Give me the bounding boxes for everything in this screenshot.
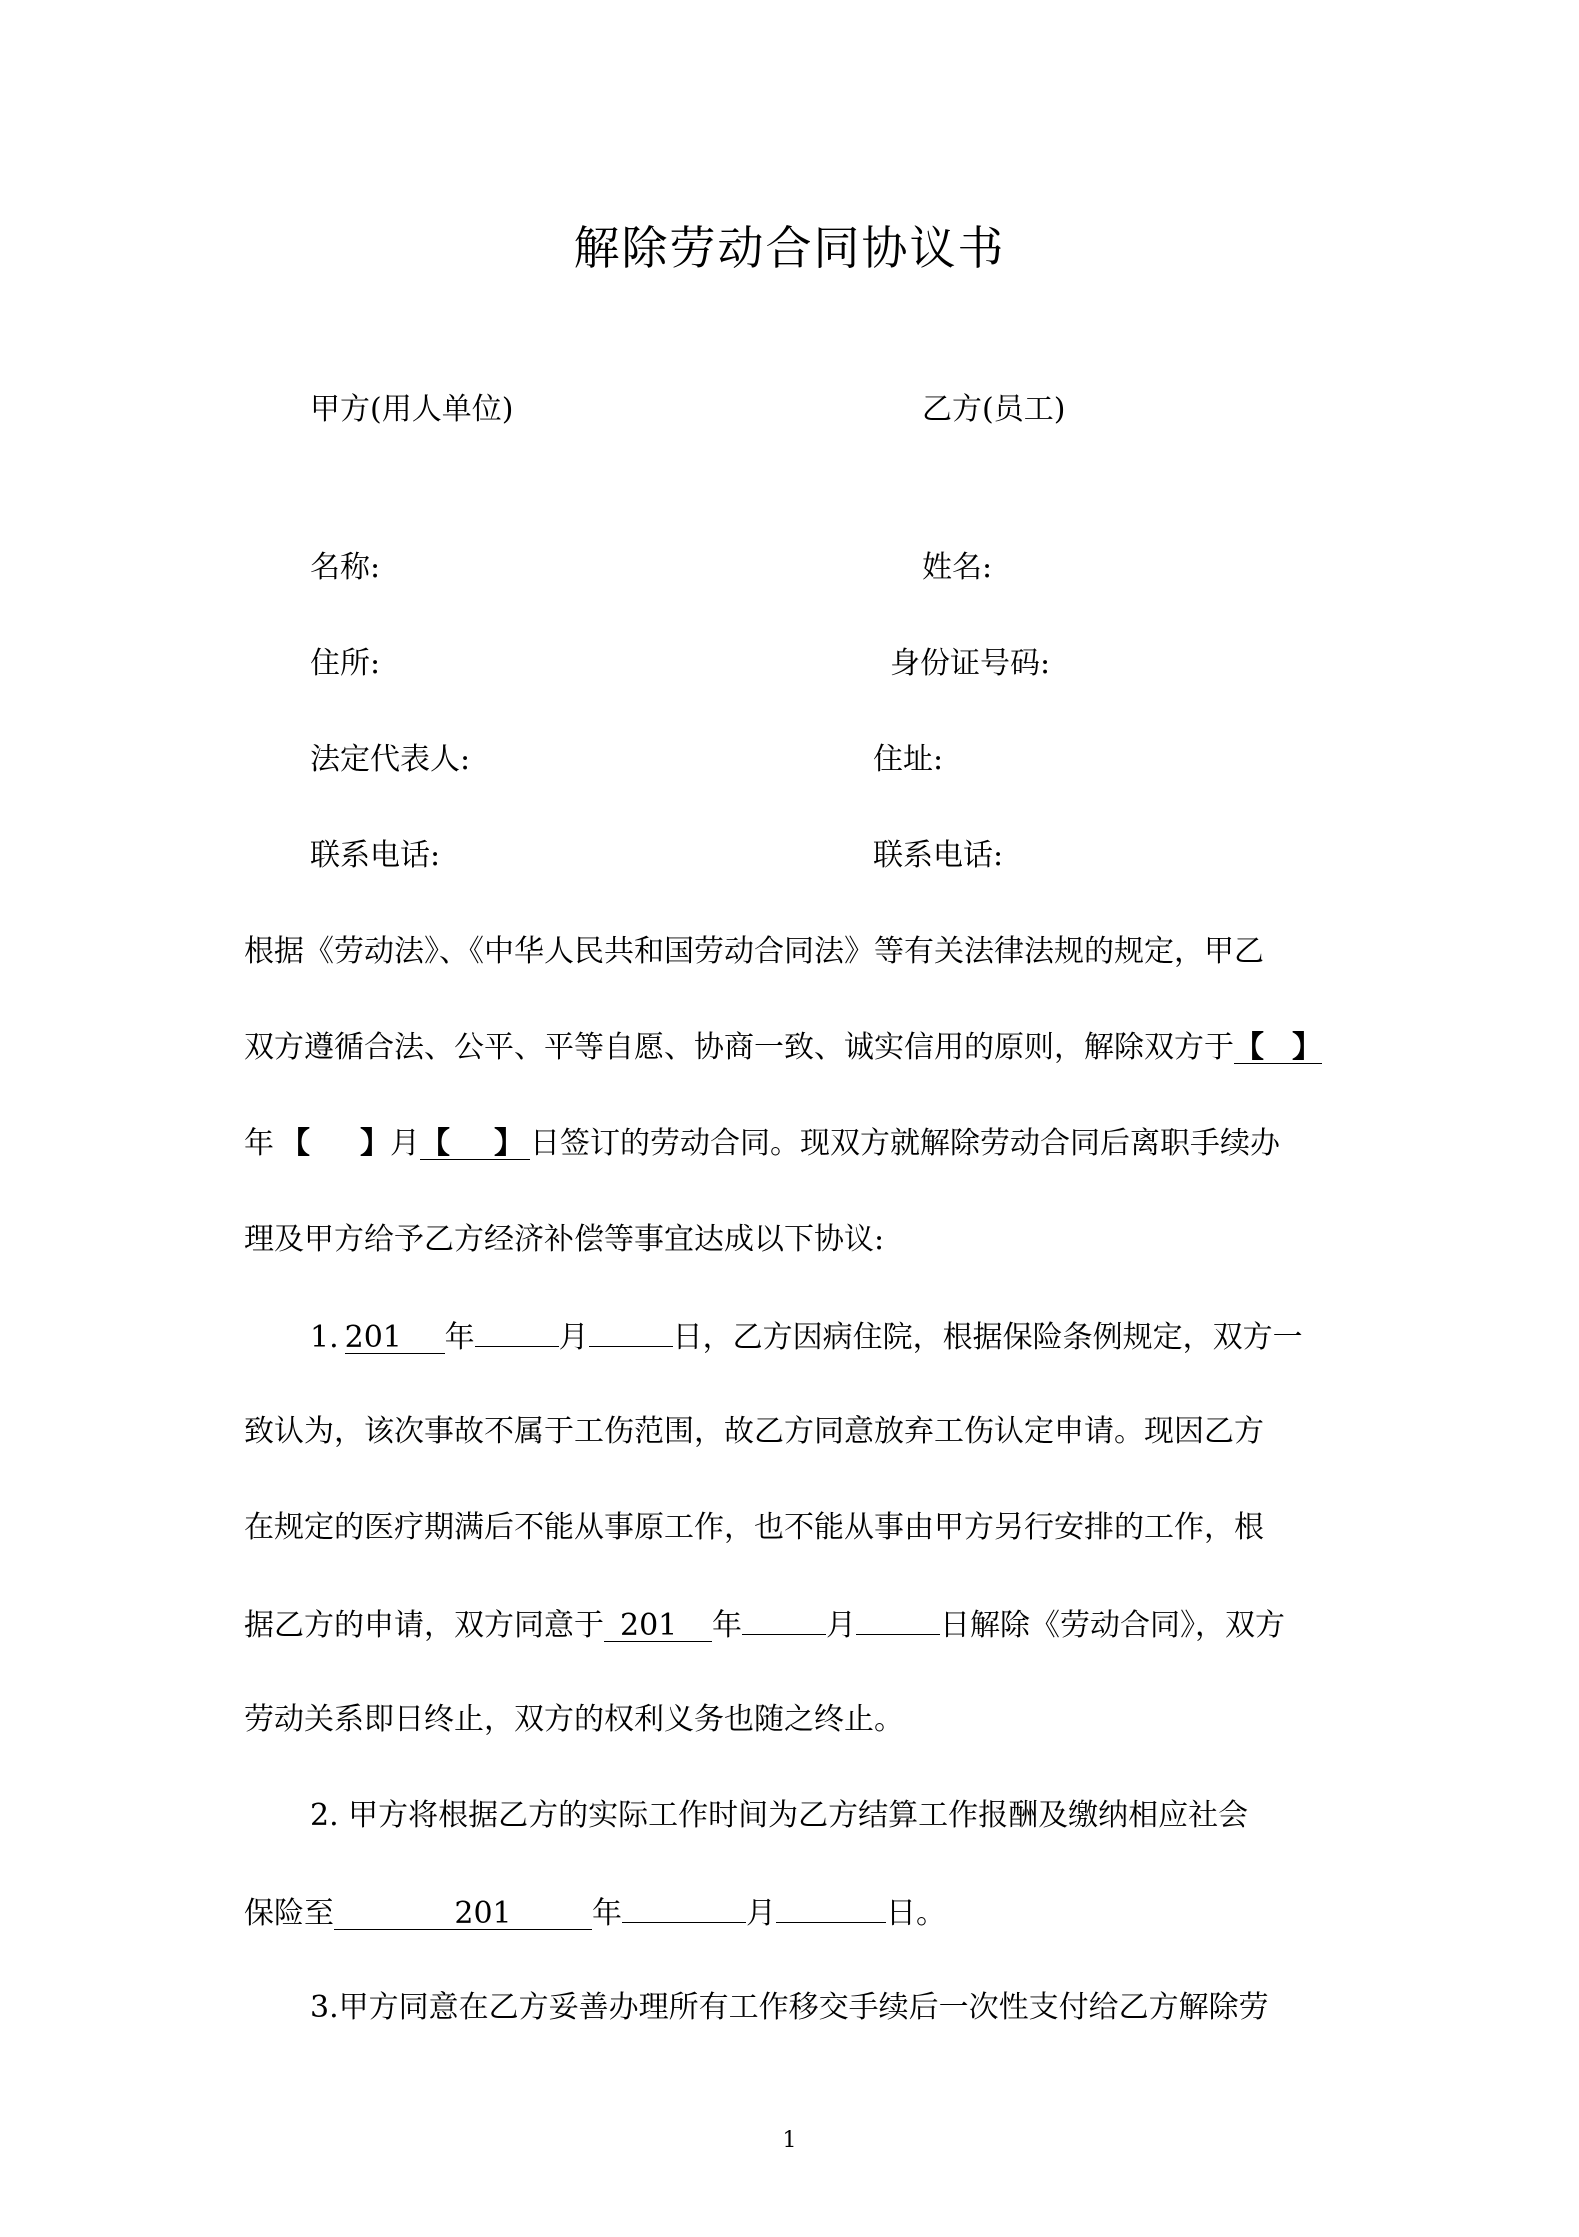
clause-1-line-4 <box>244 1604 1344 1646</box>
year-label: 年 <box>444 1320 475 1355</box>
party-a-address-label: 住所: <box>310 646 381 681</box>
party-b-name-label: 姓名: <box>922 550 993 585</box>
date-year-blank <box>1234 1030 1322 1065</box>
intro-line-2-text: 双方遵循合法、公平、平等自愿、协商一致、诚实信用的原则，解除双方于 <box>244 1030 1234 1065</box>
termination-year-blank <box>604 1608 712 1643</box>
party-a-name-label: 名称: <box>310 550 381 585</box>
clause-2-line-2-text: 保险至 <box>244 1896 334 1931</box>
intro-line-2 <box>244 1028 1344 1068</box>
intro-line-4: 理及甲方给予乙方经济补偿等事宜达成以下协议: <box>244 1222 885 1257</box>
bracket-open: 【 <box>1234 1030 1264 1065</box>
year-label: 年 <box>592 1896 622 1931</box>
month-label: 月 <box>746 1896 776 1931</box>
clause-1-line-4-rest: 日解除《劳动合同》，双方 <box>940 1608 1285 1643</box>
month-label: 月 <box>558 1320 589 1355</box>
bracket-open: 【 <box>420 1126 450 1161</box>
clause-1-line-1-text: 日，乙方因病住院，根据保险条例规定，双方一 <box>672 1320 1303 1355</box>
party-b-id-label: 身份证号码: <box>890 646 1051 681</box>
document-title: 解除劳动合同协议书 <box>573 221 1006 275</box>
bracket-open: 【 <box>280 1126 310 1161</box>
clause-1-line-3: 在规定的医疗期满后不能从事原工作，也不能从事由甲方另行安排的工作，根 <box>244 1510 1264 1545</box>
clause-1-line-1 <box>310 1316 1410 1358</box>
party-a-legal-rep-label: 法定代表人: <box>310 742 471 777</box>
intro-line-3 <box>244 1124 1344 1164</box>
intro-line-1: 根据《劳动法》、《中华人民共和国劳动合同法》等有关法律法规的规定，甲乙 <box>244 934 1264 969</box>
month-blank <box>475 1316 559 1347</box>
intro-line-3-text: 日签订的劳动合同。现双方就解除劳动合同后离职手续办 <box>530 1126 1280 1161</box>
day-blank <box>776 1892 886 1923</box>
party-b-heading: 乙方(员工) <box>922 392 1066 427</box>
clause-1-line-5: 劳动关系即日终止，双方的权利义务也随之终止。 <box>244 1702 904 1737</box>
party-a-heading: 甲方(用人单位) <box>310 392 514 427</box>
intro-year-label: 年 <box>244 1126 274 1161</box>
party-a-phone-label: 联系电话: <box>310 838 441 873</box>
year-prefix: 201 <box>344 1320 402 1355</box>
clause-1-line-2: 致认为，该次事故不属于工伤范围，故乙方同意放弃工伤认定申请。现因乙方 <box>244 1414 1264 1449</box>
page-number: 1 <box>782 2128 797 2153</box>
year-label: 年 <box>712 1608 742 1643</box>
clause-2-line-1: 2. 甲方将根据乙方的实际工作时间为乙方结算工作报酬及缴纳相应社会 <box>310 1798 1249 1833</box>
party-b-address-label: 住址: <box>873 742 944 777</box>
day-blank <box>589 1316 673 1347</box>
bracket-close: 】 <box>494 1126 524 1161</box>
insurance-year-blank <box>334 1896 592 1931</box>
year-prefix: 201 <box>620 1608 678 1643</box>
month-blank <box>742 1604 826 1635</box>
date-day-blank <box>420 1126 530 1161</box>
clause-3-line-1: 3.甲方同意在乙方妥善办理所有工作移交手续后一次性支付给乙方解除劳 <box>310 1990 1269 2025</box>
year-prefix: 201 <box>454 1896 512 1931</box>
clause-2-line-2 <box>244 1892 1344 1934</box>
party-b-phone-label: 联系电话: <box>873 838 1004 873</box>
clause-1-year-blank <box>344 1320 445 1355</box>
clause-1-number: 1. <box>310 1320 339 1355</box>
bracket-close: 】 <box>360 1126 390 1161</box>
month-blank <box>622 1892 746 1923</box>
clause-1-line-4-text: 据乙方的申请，双方同意于 <box>244 1608 604 1643</box>
month-label: 月 <box>826 1608 856 1643</box>
intro-month-label: 月 <box>390 1126 420 1161</box>
day-label: 日。 <box>886 1896 946 1931</box>
bracket-close: 】 <box>1292 1030 1322 1065</box>
day-blank <box>856 1604 940 1635</box>
